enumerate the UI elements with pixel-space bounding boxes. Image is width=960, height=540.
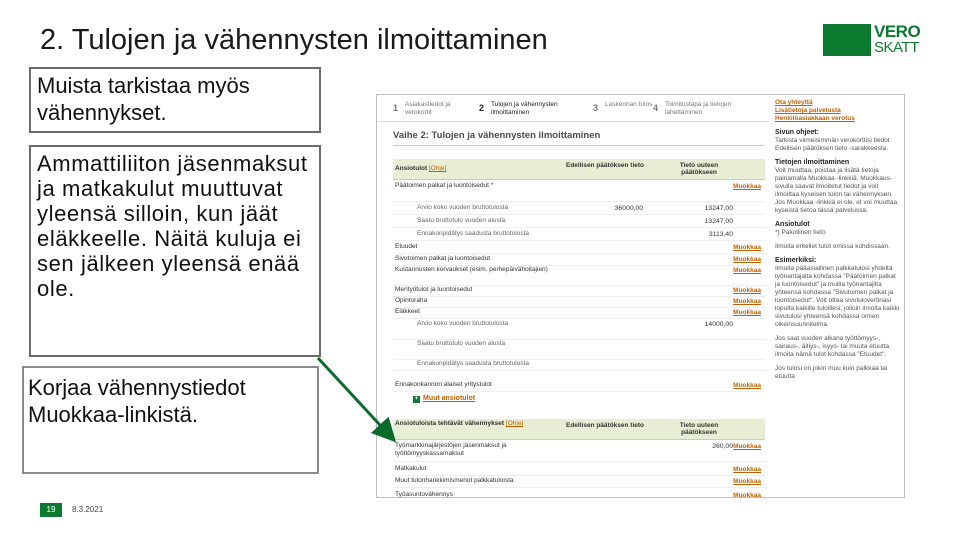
row-label: Ennakonpidätys saadusta bruttotulosta	[417, 360, 530, 367]
col-new: Tieto uuteen päätökseen	[679, 162, 719, 176]
edit-link[interactable]: Muokkaa	[733, 256, 761, 263]
row-label: Saatu bruttotulo vuoden alusta	[417, 340, 506, 347]
new-value: 260,00	[712, 443, 733, 450]
row-label: Ennakonkannon alaiset yritystulot	[395, 381, 492, 388]
slide-title: 2. Tulojen ja vähennysten ilmoittaminen	[40, 24, 548, 56]
edit-link[interactable]: Muokkaa	[733, 443, 761, 450]
col-previous: Edellisen päätöksen tieto	[565, 162, 645, 169]
step-label: Asiakastiedot ja verokortit	[405, 101, 451, 116]
edit-link[interactable]: Muokkaa	[733, 287, 761, 294]
previous-value: 36000,00	[614, 205, 643, 212]
new-value: 3113,40	[708, 231, 733, 238]
deduction-help-link[interactable]: [Ohje]	[505, 420, 524, 427]
help-heading: Sivun ohjeet:	[775, 129, 819, 136]
income-help-link[interactable]: [Ohje]	[428, 165, 447, 172]
logo-text-vero: VERO	[874, 22, 921, 41]
edit-link[interactable]: Muokkaa	[733, 466, 761, 473]
row-label: Opintoraha	[395, 297, 428, 304]
help-text: Ilmoita pääasiallinen palkkatulosi yhdeltä työnantajalta kohdassa "Päätoimen palkat ja luontoisedut" ja muilta työnantajilta yhteensä kohdassa "Sivutoimen palkat ja luontoisedut". Voit ottaa sivutulovertinasi lopulta kaikille tuloillesi, jolloin ilmoita kaikki sivutulosi yhteensä kohdassa omien oikeinsuunnitelma.	[775, 265, 900, 328]
plus-icon: +	[414, 396, 419, 402]
step-label: Toimitustapa ja tietojen lähettäminen	[665, 101, 732, 116]
new-value: 13247,00	[704, 218, 733, 225]
service-info-link[interactable]: Lisätietoja palvelusta	[775, 107, 841, 114]
edit-link[interactable]: Muokkaa	[733, 183, 761, 190]
row-label: Ennakonpidätys saadusta bruttotulosta	[417, 230, 530, 237]
col-previous: Edellisen päätöksen tieto	[565, 422, 645, 429]
help-text: Ilmoita eritellet tulot omissa kohdissaan.	[775, 243, 890, 250]
row-label: Eläkkeet	[395, 308, 420, 315]
income-header-label: Ansiotulot [Ohje]	[395, 165, 447, 172]
step-number: 4	[653, 103, 659, 113]
step-number: 3	[593, 103, 599, 113]
row-label: Sivutoimen palkat ja luontoisedut	[395, 255, 491, 262]
edit-link[interactable]: Muokkaa	[733, 309, 761, 316]
edit-link[interactable]: Muokkaa	[733, 492, 761, 498]
help-text: Jos saat vuoden alkana työttömyys-, sairaus-, äitiys-, isyys- tai muuta etuutta ilmoita nämä tulot kohdassa "Etuudet".	[775, 335, 890, 358]
row-label: Etuudet	[395, 243, 418, 250]
other-income-link[interactable]: + Muut ansiotulot	[414, 395, 476, 402]
slide-date: 8.3.2021	[72, 505, 104, 514]
help-text: *) Pakollinen tieto	[775, 229, 826, 236]
step-number: 2	[479, 103, 485, 113]
row-label: Arvio koko vuoden bruttotulosta	[417, 320, 509, 327]
edit-link[interactable]: Muokkaa	[733, 478, 761, 485]
new-value: 13247,00	[704, 205, 733, 212]
step-label: Laskennan tulos	[605, 101, 653, 108]
row-label: Muut tulonhankkimismenot palkkatuloista	[395, 477, 514, 484]
help-heading: Esimerkiksi:	[775, 257, 817, 264]
col-new: Tieto uuteen päätökseen	[679, 422, 719, 436]
row-label: Työmarkkinajärjestöjen jäsenmaksut ja työttömyyskassamaksut	[395, 442, 507, 457]
row-label: Saatu bruttotulo vuoden alusta	[417, 217, 506, 224]
contact-link[interactable]: Ota yhteyttä	[775, 99, 813, 106]
row-label: Arvio koko vuoden bruttotulosta	[417, 204, 509, 211]
callout-union-fees-info: Ammattiliiton jäsenmaksut ja matkakulut muuttuvat yleensä silloin, kun jäät eläkkeelle. Näitä kuluja ei sen jälkeen yleensä enää ole.	[29, 145, 321, 357]
page-number: 19	[40, 503, 62, 517]
new-value: 14000,00	[704, 321, 733, 328]
row-label: Kustannusten korvaukset (esim. perhepäivähoitajien)	[395, 266, 548, 273]
edit-link[interactable]: Muokkaa	[733, 244, 761, 251]
row-label: Päätoimen palkat ja luontoisedut *	[395, 182, 494, 189]
phase-title: Vaihe 2: Tulojen ja vähennysten ilmoittaminen	[393, 130, 601, 141]
callout-check-deductions: Muista tarkistaa myös vähennykset.	[29, 67, 321, 133]
help-text: Tarkista viimeisimmän verokorttisi tiedot Edellisen päätöksen tieto -sarakkeesta.	[775, 137, 890, 152]
row-label: Matkakulut	[395, 465, 427, 472]
step-number: 1	[393, 103, 399, 113]
logo-text-skatt: SKATT	[874, 39, 919, 56]
help-heading: Tietojen ilmoittaminen	[775, 159, 850, 166]
deduction-header-label: Ansiotuloista tehtävät vähennykset [Ohje]	[395, 420, 524, 427]
callout-edit-link-hint: Korjaa vähennystiedot Muokkaa-linkistä.	[22, 366, 319, 474]
row-label: Työasuntovähennys	[395, 491, 453, 498]
step-label: Tulojen ja vähennysten ilmoittaminen	[491, 101, 558, 116]
edit-link[interactable]: Muokkaa	[733, 298, 761, 305]
edit-link[interactable]: Muokkaa	[733, 267, 761, 274]
help-heading: Ansiotulot	[775, 221, 810, 228]
help-text: Jos tulosi on jokin muu kuin palkkaa tai etuutta	[775, 365, 888, 380]
row-label: Merityötulot ja luontoisedut	[395, 286, 473, 293]
edit-link[interactable]: Muokkaa	[733, 382, 761, 389]
help-text: Voit muuttaa, poistaa ja lisätä tietoja painamalla Muokkaa -linkkiä. Muokkaus-sivulla saavat ilmoitetut tiedot ja voit ilmoittaa kyseisen tulon tai vähennyksen. Jos Muokkaa -linkkiä ei ole, et voi muuttaa kyseistä tietoa tässä palvelussa.	[775, 167, 898, 214]
personal-taxation-link[interactable]: Henkilöasiakkaan verotus	[775, 115, 855, 122]
arrow-line	[318, 358, 392, 438]
